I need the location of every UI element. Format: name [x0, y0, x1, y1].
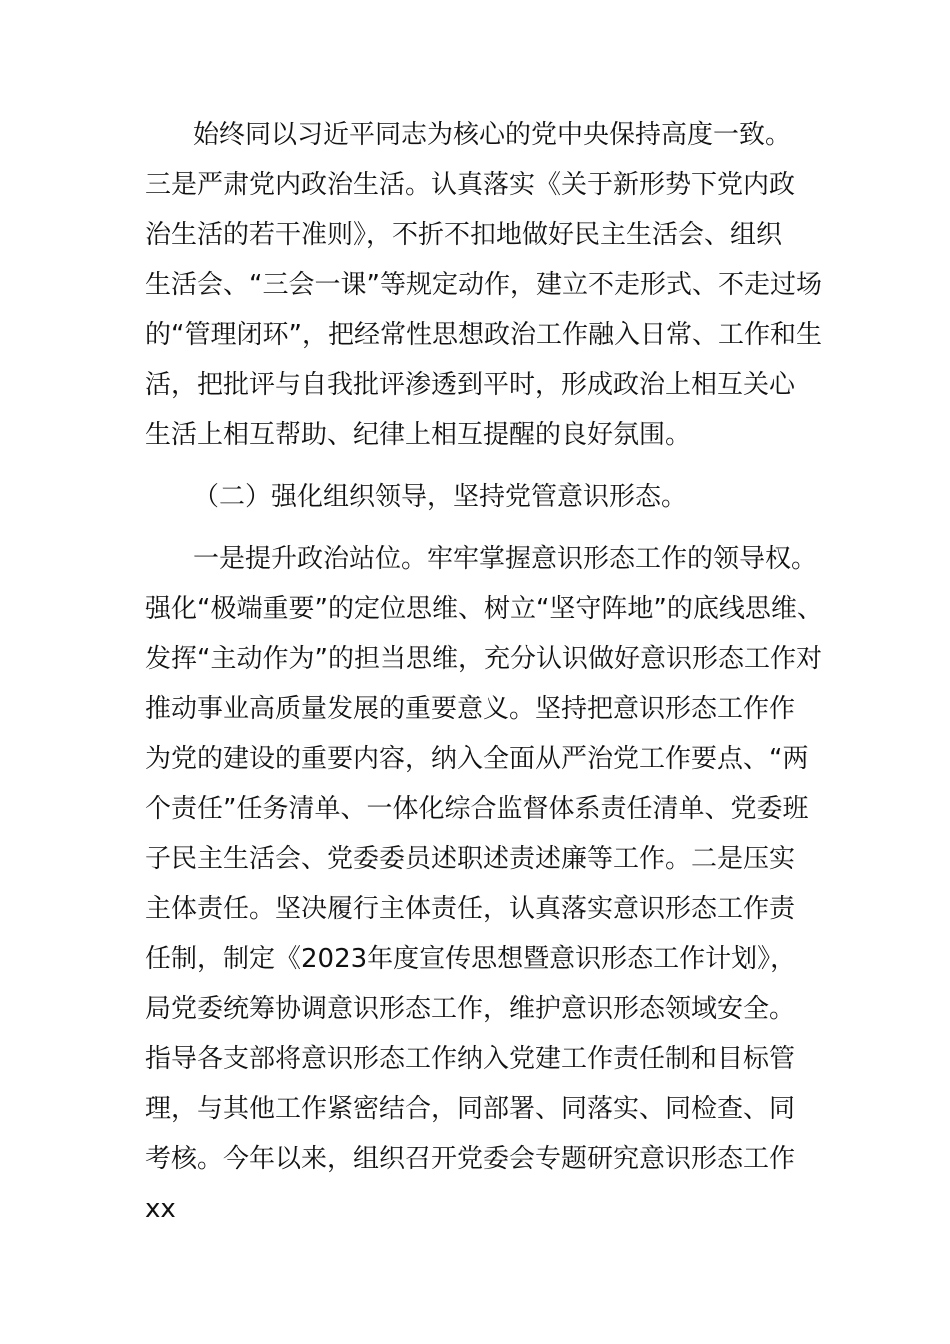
text-line-14: 个责任”任务清单、一体化综合监督体系责任清单、党委班: [145, 794, 809, 824]
text-line-15: 子民主生活会、党委委员述职述责述廉等工作。二是压实: [145, 844, 796, 874]
text-line-18: 局党委统筹协调意识形态工作，维护意识形态领域安全。: [145, 994, 796, 1024]
text-line-9: 一是提升政治站位。牢牢掌握意识形态工作的领导权。: [193, 544, 818, 574]
text-line-6: 活，把批评与自我批评渗透到平时，形成政治上相互关心: [145, 370, 796, 400]
text-line-16: 主体责任。坚决履行主体责任，认真落实意识形态工作责: [145, 894, 796, 924]
text-line-20: 理，与其他工作紧密结合，同部署、同落实、同检查、同: [145, 1094, 796, 1124]
section-heading: （二）强化组织领导，坚持党管意识形态。: [193, 482, 688, 512]
text-line-19: 指导各支部将意识形态工作纳入党建工作责任制和目标管: [145, 1044, 796, 1074]
text-line-3: 治生活的若干准则》，不折不扣地做好民主生活会、组织: [145, 220, 783, 250]
text-line-1: 始终同以习近平同志为核心的党中央保持高度一致。: [193, 120, 792, 150]
text-line-12: 推动事业高质量发展的重要意义。坚持把意识形态工作作: [145, 694, 796, 724]
text-line-13: 为党的建设的重要内容，纳入全面从严治党工作要点、“两: [145, 744, 809, 774]
text-line-11: 发挥“主动作为”的担当思维，充分认识做好意识形态工作对: [145, 644, 822, 674]
text-line-7: 生活上相互帮助、纪律上相互提醒的良好氛围。: [145, 420, 692, 450]
text-line-5: 的“管理闭环”，把经常性思想政治工作融入日常、工作和生: [145, 320, 822, 350]
text-line-4: 生活会、“三会一课”等规定动作，建立不走形式、不走过场: [145, 270, 822, 300]
text-line-10: 强化“极端重要”的定位思维、树立“坚守阵地”的底线思维、: [145, 594, 823, 624]
text-line-22: xx: [145, 1194, 176, 1224]
text-line-17: 任制，制定《2023年度宣传思想暨意识形态工作计划》，: [145, 944, 797, 974]
text-line-2: 三是严肃党内政治生活。认真落实《关于新形势下党内政: [145, 170, 796, 200]
text-line-21: 考核。今年以来，组织召开党委会专题研究意识形态工作: [145, 1144, 796, 1174]
